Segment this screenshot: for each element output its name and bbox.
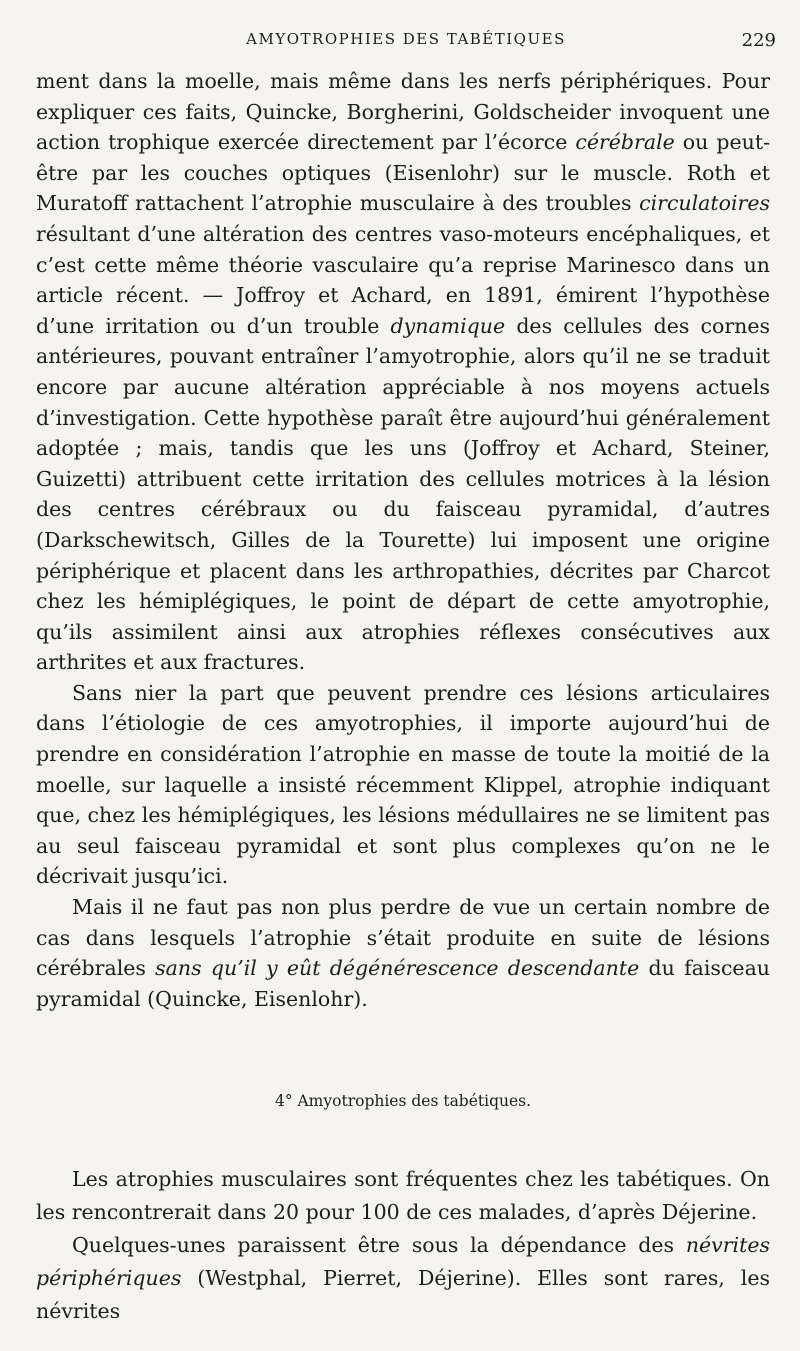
- italic-run: circulatoires: [639, 191, 770, 216]
- paragraph-5: [36, 1229, 770, 1328]
- text-run: résultant d’une altération des centres vaso-moteurs encéphaliques, et c’est cette même théorie vasculaire qu’a reprise Marinesco dans un article récent. — Joffroy et Achard, en 1891, émirent l’hypothèse d’une irritation ou d’un trouble: [36, 221, 770, 338]
- page-number: 229: [741, 30, 776, 51]
- main-text: [36, 66, 770, 1014]
- page-header: [36, 30, 776, 58]
- italic-run: sans qu’il y eût dégénérescence descendante: [155, 956, 640, 981]
- paragraph-1: [36, 66, 770, 678]
- text-run: Quelques-unes paraissent être sous la dépendance des: [72, 1233, 686, 1257]
- section-text: [36, 1163, 770, 1328]
- running-head: AMYOTROPHIES DES TABÉTIQUES: [246, 30, 566, 48]
- paragraph-4: Les atrophies musculaires sont fréquentes chez les tabétiques. On les rencontrerait dans 20 pour 100 de ces malades, d’après Déjerine.: [36, 1167, 770, 1224]
- text-run: du faisceau pyramidal (Quincke, Eisenlohr).: [36, 956, 770, 1011]
- italic-run: cérébrale: [575, 130, 675, 155]
- section-heading: 4° Amyotrophies des tabétiques.: [274, 1092, 532, 1110]
- text-run: Mais il ne faut pas non plus perdre de vue un certain nombre de cas dans lesquels l’atrophie s’était produite en suite de lésions cérébrales: [36, 895, 770, 981]
- text-run: (Westphal, Pierret, Déjerine). Elles sont rares, les névrites: [36, 1266, 770, 1323]
- text-run: ment dans la moelle, mais même dans les nerfs périphériques. Pour expliquer ces faits, Quincke, Borgherini, Goldscheider invoquent une action trophique exercée directement par l’écorce: [36, 69, 770, 155]
- paragraph-2: Sans nier la part que peuvent prendre ces lésions articulaires dans l’étiologie de ces amyotrophies, il importe aujourd’hui de prendre en considération l’atrophie en masse de toute la moitié de la moelle, sur laquelle a insisté récemment Klippel, atrophie indiquant que, chez les hémiplégiques, les lésions médullaires ne se limitent pas au seul faisceau pyramidal et sont plus complexes qu’on ne le décrivait jusqu’ici.: [36, 680, 770, 889]
- text-run: des cellules des cornes antérieures, pouvant entraîner l’amyotrophie, alors qu’il ne se traduit encore par aucune altération appréciable à nos moyens actuels d’investigation. Cette hypothèse paraît être aujourd’hui généralement adoptée ; mais, tandis que les uns (Joffroy et Achard, Steiner, Guizetti) attribuent cette irritation des cellules motrices à la lésion des centres cérébraux ou du faisceau pyramidal, d’autres (Darkschewitsch, Gilles de la Tourette) lui imposent une origine périphérique et placent dans les arthropathies, décrites par Charcot chez les hémiplégiques, le point de départ de cette amyotrophie, qu’ils assimilent ainsi aux atrophies réflexes consécutives aux arthrites et aux fractures.: [36, 313, 770, 675]
- italic-run: dynamique: [390, 313, 506, 338]
- text-run: ou peut-être par les couches optiques (Eisenlohr) sur le muscle. Roth et Muratoff rattachent l’atrophie musculaire à des troubles: [36, 130, 770, 216]
- paragraph-3: [36, 892, 770, 1014]
- italic-run: névrites périphériques: [36, 1233, 770, 1290]
